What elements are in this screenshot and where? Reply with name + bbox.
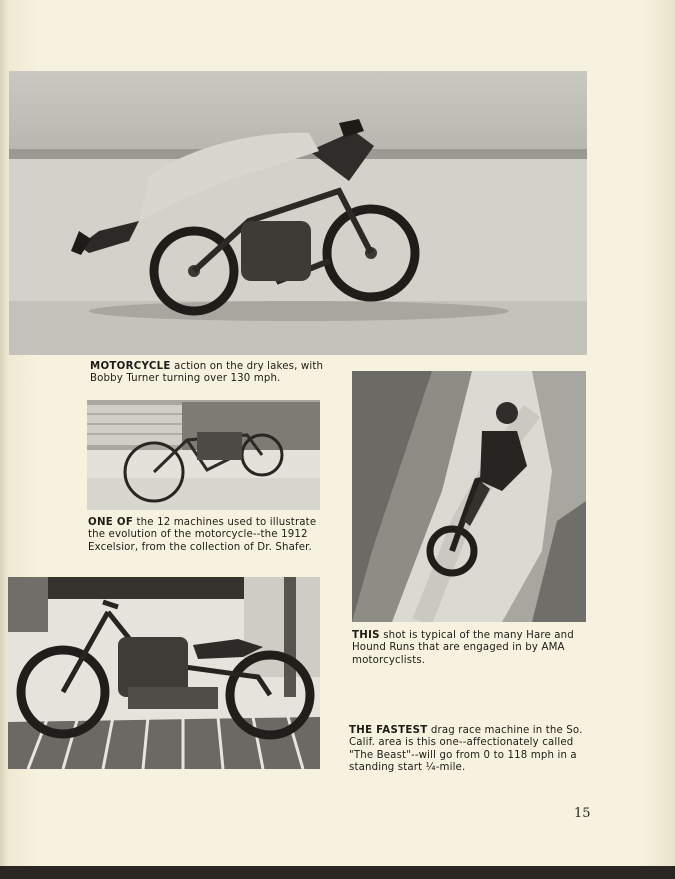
caption-the-beast-text: drag race machine in the So. Calif. area is this one--affectionately called "The Beast"--will go from 0 to 118 mph in a standing start ¼-mile. [349,725,583,774]
caption-the-beast-lead: THE FASTEST [349,725,428,736]
photo-hare-and-hound [352,371,586,622]
caption-excelsior [88,517,320,554]
scan-bottom-edge [0,866,675,879]
caption-dry-lakes-text: action on the dry lakes, with Bobby Turner turning over 130 mph. [90,361,324,385]
photo-the-beast [8,577,320,769]
caption-dry-lakes [90,361,328,386]
caption-hare-hound-lead: THIS [352,630,380,641]
photo-dry-lakes-racer [9,71,587,355]
caption-hare-hound [352,630,586,667]
caption-the-beast [349,725,587,775]
caption-excelsior-lead: ONE OF [88,517,134,528]
photo-1912-excelsior [87,400,320,510]
caption-dry-lakes-lead: MOTORCYCLE [90,361,171,372]
caption-excelsior-text: the 12 machines used to illustrate the evolution of the motorcycle--the 1912 Excelsior, from the collection of Dr. Shafer. [88,517,317,553]
page-number: 15 [574,806,591,821]
caption-hare-hound-text: shot is typical of the many Hare and Hound Runs that are engaged in by AMA motorcyclists. [352,630,574,666]
